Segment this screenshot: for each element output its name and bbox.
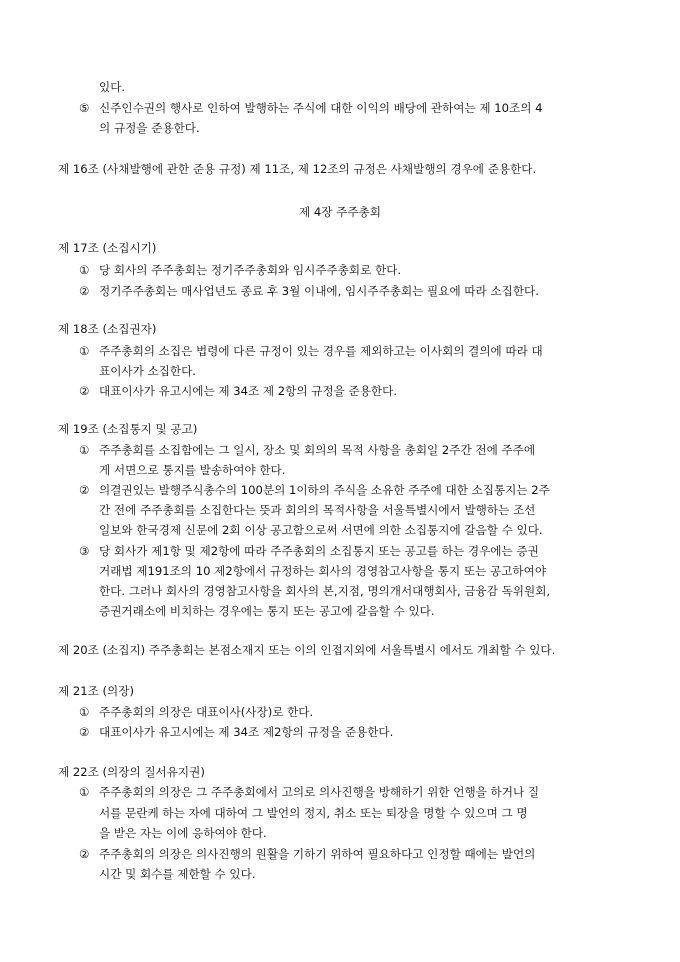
article-19-clause-3-line-2: 거래법 제191조의 10 제2항에서 규정하는 회사의 경영참고사항을 통지 또는 공고하여야 <box>99 564 547 578</box>
article-19-clause-3-line-3: 한다. 그러나 회사의 경영참고사항을 회사의 본,지점, 명의개서대행회사, 금융감 독위원회, <box>99 584 551 598</box>
article-22-clause-2-line-1 <box>79 845 535 863</box>
article-20: 제 20조 (소집지) 주주총회는 본점소재지 또는 이의 인접지외에 서울특별시 에서도 개최할 수 있다. <box>58 643 556 657</box>
article-21-clause-1 <box>79 703 313 721</box>
clause-marker: ① <box>79 263 90 277</box>
article-18-clause-1-line-2: 표이사가 소집한다. <box>99 364 196 378</box>
clause-5-line-2: 의 규정을 준용한다. <box>99 121 200 135</box>
clause-text: 의결권있는 발행주식총수의 100분의 1이하의 주식을 소유한 주주에 대한 소집통지는 2주 <box>99 483 550 497</box>
clause-text: 주주총회의 소집은 법령에 다른 규정이 있는 경우를 제외하고는 이사회의 결의에 따라 대 <box>99 344 543 358</box>
article-17-clause-2 <box>79 282 539 300</box>
clause-text: 주주총회를 소집함에는 그 일시, 장소 및 회의의 목적 사항을 총회일 2주간 전에 주주에 <box>99 443 536 457</box>
article-19-heading: 제 19조 (소집통지 및 공고) <box>58 422 198 436</box>
clause-marker: ③ <box>79 544 90 558</box>
article-19-clause-1-line-1 <box>79 441 535 459</box>
article-19-clause-3-line-4: 증권거래소에 비치하는 경우에는 통지 또는 공고에 갈음할 수 있다. <box>99 604 435 618</box>
clause-text: 주주총회의 의장은 그 주주총회에서 고의로 의사진행을 방해하기 위한 언행을 하거나 질 <box>99 785 540 799</box>
clause-marker: ② <box>79 847 90 861</box>
clause-text: 대표이사가 유고시에는 제 34조 제2항의 규정을 준용한다. <box>99 725 394 739</box>
clause-marker: ② <box>79 384 90 398</box>
article-18-clause-1-line-1 <box>79 342 543 360</box>
article-19-clause-2-line-2: 간 전에 주주총회를 소집한다는 뜻과 회의의 목적사항을 서울특별시에서 발행하는 조선 <box>99 503 536 517</box>
article-21-heading: 제 21조 (의장) <box>58 684 134 698</box>
article-18-heading: 제 18조 (소집권자) <box>58 322 157 336</box>
clause-marker: ① <box>79 344 90 358</box>
article-19-clause-2-line-1 <box>79 481 550 499</box>
article-18-clause-2 <box>79 382 397 400</box>
clause-marker: ⑤ <box>79 101 90 115</box>
clause-text: 대표이사가 유고시에는 제 34조 제 2항의 규정을 준용한다. <box>99 384 398 398</box>
article-22-clause-1-line-1 <box>79 783 539 801</box>
clause-text: 신주인수권의 행사로 인하여 발행하는 주식에 대한 이익의 배당에 관하여는 제 10조의 4 <box>99 101 543 115</box>
clause-text: 정기주주총회는 매사업년도 종료 후 3월 이내에, 임시주주총회는 필요에 따라 소집한다. <box>99 284 539 298</box>
clause-marker: ② <box>79 725 90 739</box>
clause-marker: ① <box>79 705 90 719</box>
article-16: 제 16조 (사채발행에 관한 준용 규정) 제 11조, 제 12조의 규정은 사채발행의 경우에 준용한다. <box>58 162 537 176</box>
clause-text: 주주총회의 의장은 대표이사(사장)로 한다. <box>99 705 314 719</box>
article-22-clause-2-line-2: 시간 및 회수를 제한할 수 있다. <box>99 867 256 881</box>
clause-marker: ① <box>79 785 90 799</box>
article-19-clause-1-line-2: 게 서면으로 통지를 발송하여야 한다. <box>99 463 286 477</box>
clause-marker: ② <box>79 483 90 497</box>
clause-5-line-1 <box>79 99 542 117</box>
clause-marker: ① <box>79 443 90 457</box>
clause-text: 주주총회의 의장은 의사진행의 원활을 기하기 위하여 필요하다고 인정할 때에는 발언의 <box>99 847 536 861</box>
article-19-clause-3-line-1 <box>79 542 539 560</box>
carryover-line: 있다. <box>99 80 126 94</box>
clause-marker: ② <box>79 284 90 298</box>
clause-text: 당 회사의 주주총회는 정기주주총회와 임시주주총회로 한다. <box>99 263 402 277</box>
article-17-heading: 제 17조 (소집시기) <box>58 241 157 255</box>
article-22-clause-1-line-3: 을 받은 자는 이에 응하여야 한다. <box>99 826 267 840</box>
chapter-title: 제 4장 주주총회 <box>299 205 381 219</box>
article-21-clause-2 <box>79 723 393 741</box>
article-17-clause-1 <box>79 261 401 279</box>
article-22-clause-1-line-2: 서를 문란케 하는 자에 대하여 그 발언의 정지, 취소 또는 퇴장을 명할 수 있으며 그 명 <box>99 806 528 820</box>
article-22-heading: 제 22조 (의장의 질서유지권) <box>58 765 205 779</box>
article-19-clause-2-line-3: 일보와 한국경제 신문에 2회 이상 공고함으로써 서면에 의한 소집통지에 갈음할 수 있다. <box>99 523 543 537</box>
clause-text: 당 회사가 제1항 및 제2항에 따라 주주총회의 소집통지 또는 공고를 하는 경우에는 증권 <box>99 544 539 558</box>
